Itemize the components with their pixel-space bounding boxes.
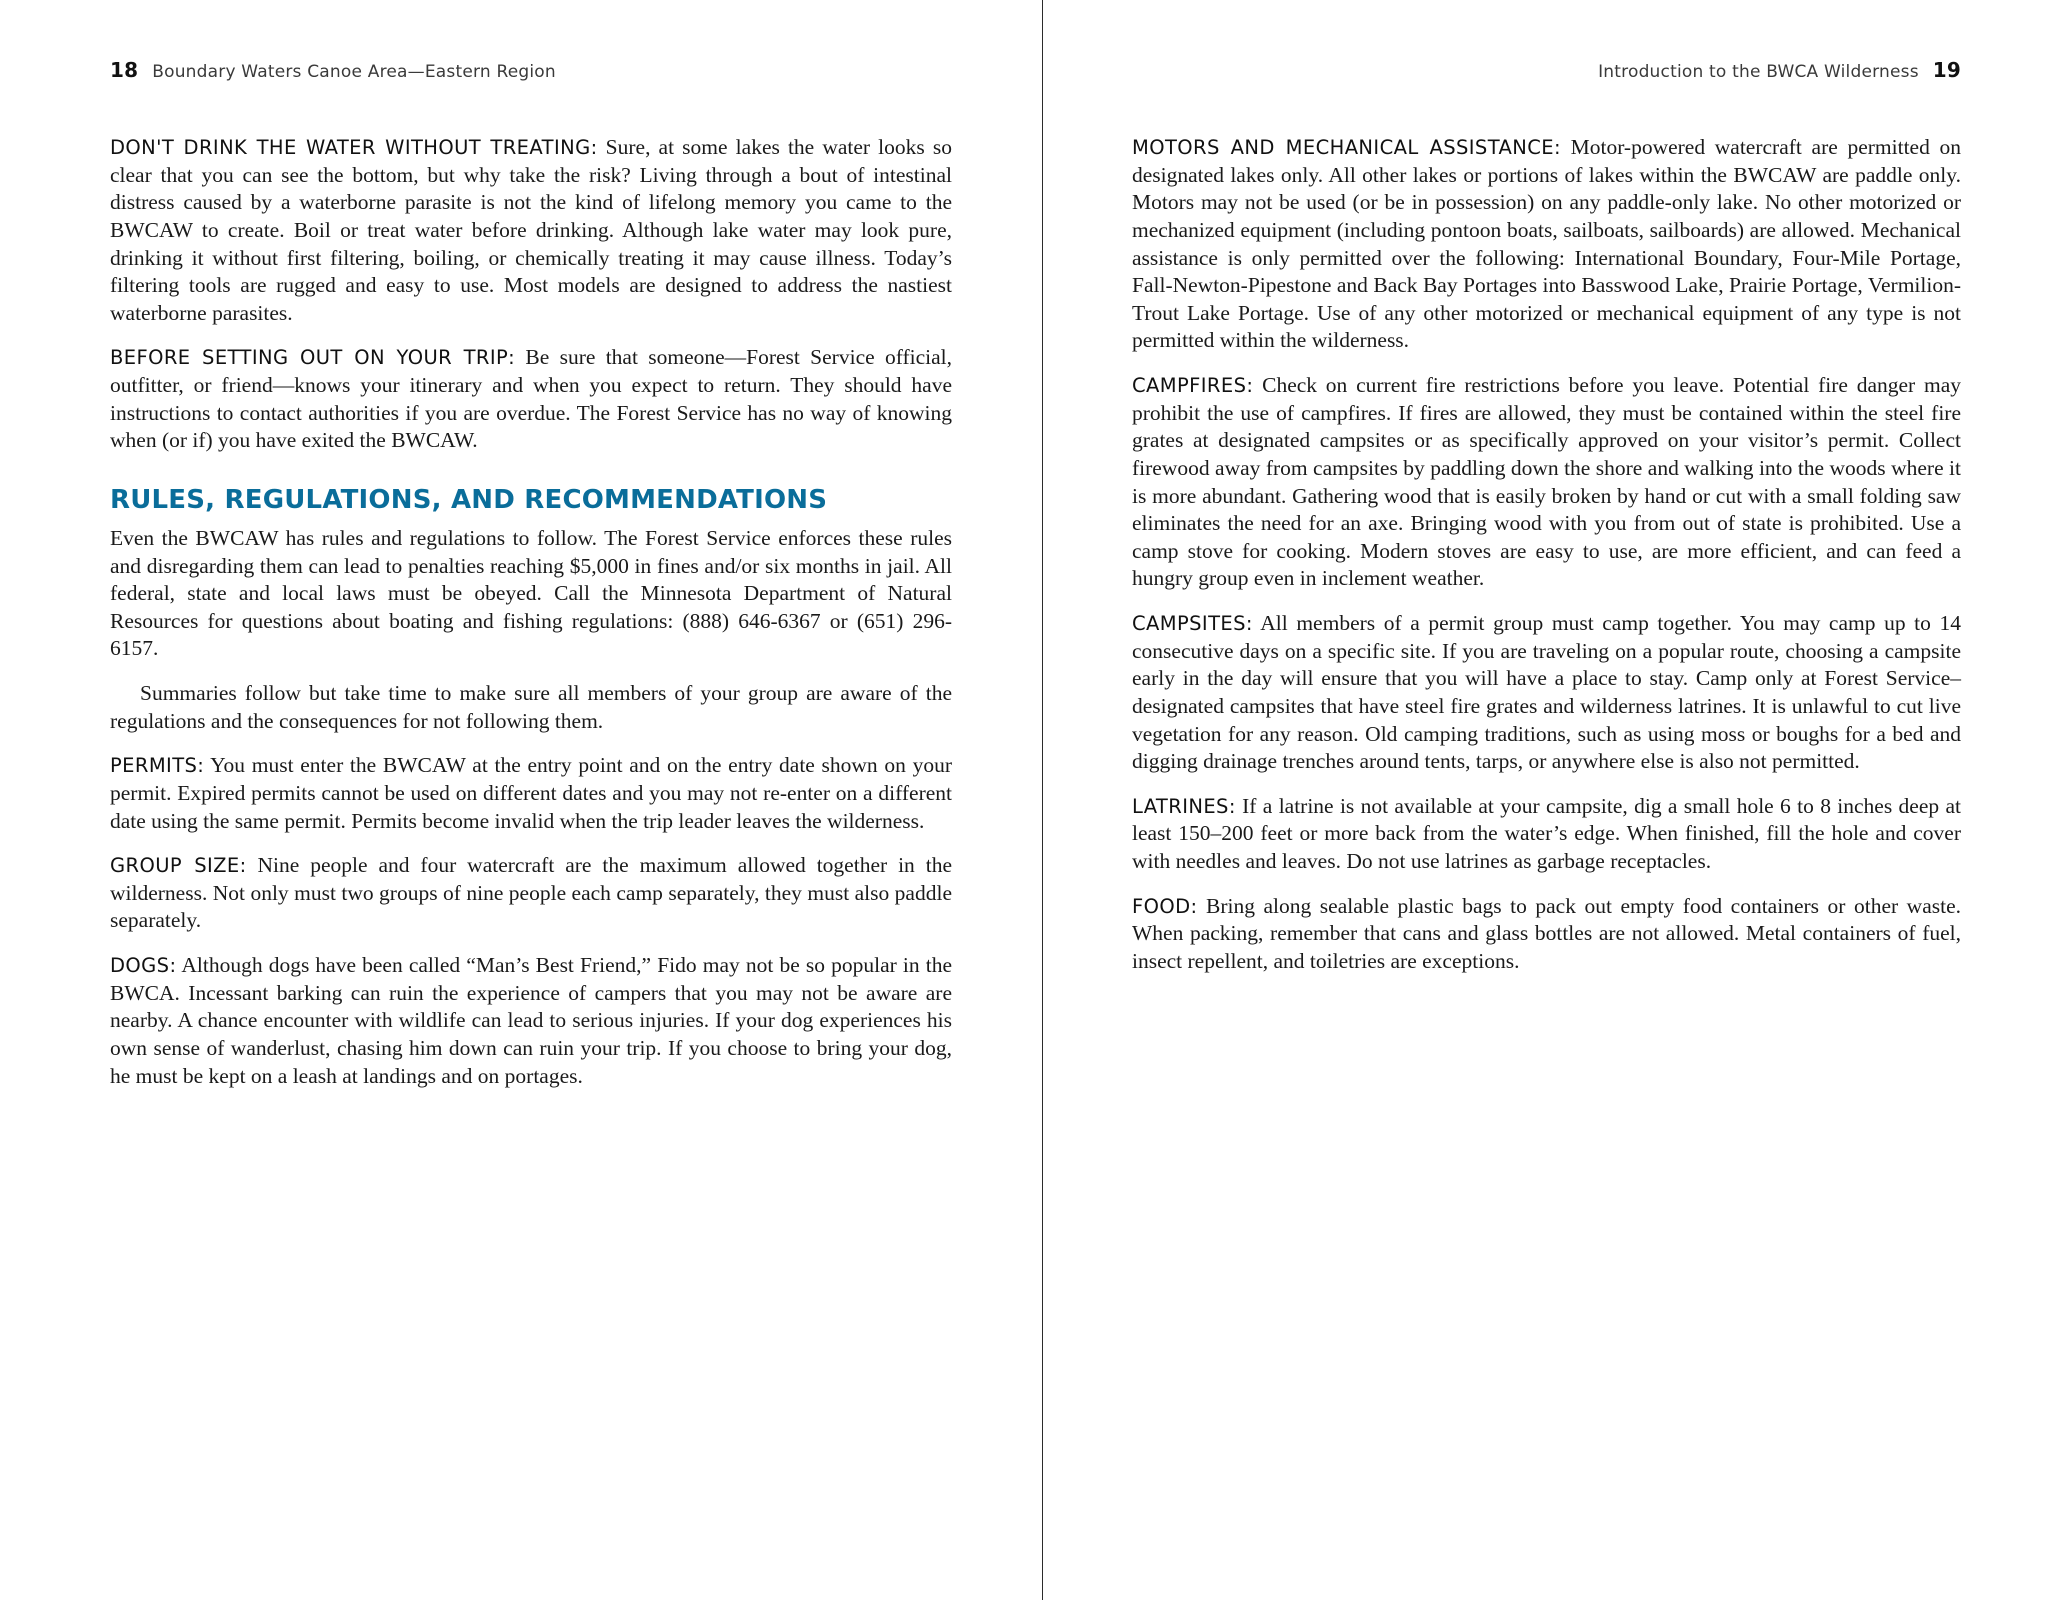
lead-in-campfires: CAMPFIRES: bbox=[1132, 374, 1254, 397]
lead-in-group-size: GROUP SIZE: bbox=[110, 854, 247, 878]
right-page bbox=[1042, 0, 2071, 1600]
paragraph-text: You must enter the BWCAW at the entry point and on the entry date shown on your permit. Expired permits cannot be used on different dates and you may not re-enter on a different date using the same permit. Permits become invalid when the trip leader leaves the wilderness. bbox=[110, 753, 952, 833]
lead-in-dont-drink: DON'T DRINK THE WATER WITHOUT TREATING: bbox=[110, 136, 598, 159]
right-page-number: 19 bbox=[1932, 58, 1961, 82]
paragraph-text: Motor-powered watercraft are permitted on designated lakes only. All other lakes or portions of lakes within the BWCAW are paddle only. Motors may not be used (or be in possession) on any paddle-only lake. No other motorized or mechanized equipment (including pontoon boats, sailboats, sailboards) are allowed. Mechanical assistance is only permitted over the following: International Boundary, Four-Mile Portage, Fall-Newton-Pipestone and Back Bay Portages into Basswood Lake, Prairie Portage, Vermilion-Trout Lake Portage. Use of any other motorized or mechanical equipment of any type is not permitted within the wilderness. bbox=[1132, 135, 1961, 353]
paragraph-summaries: Summaries follow but take time to make sure all members of your group are aware of the regulations and the consequences for not following them. bbox=[110, 681, 952, 733]
paragraph-group-size bbox=[110, 852, 952, 935]
paragraph-dont-drink-water bbox=[110, 134, 952, 327]
paragraph-text: Be sure that someone—Forest Service official, outfitter, or friend—knows your itinerary and when you expect to return. They should have instructions to contact authorities if you are overdue. The Forest Service has no way of knowing when (or if) you have exited the BWCAW. bbox=[110, 345, 953, 453]
paragraph-text: Nine people and four watercraft are the maximum allowed together in the wilderness. Not only must two groups of nine people each camp separately, they must also paddle separately. bbox=[110, 853, 952, 933]
paragraph-text: If a latrine is not available at your campsite, dig a small hole 6 to 8 inches deep at least 150–200 feet or more back from the water’s edge. When finished, fill the hole and cover with needles and leaves. Do not use latrines as garbage receptacles. bbox=[1132, 793, 1961, 873]
paragraph-text: Bring along sealable plastic bags to pack out empty food containers or other waste. When packing, remember that cans and glass bottles are not allowed. Metal containers of fuel, insect repellent, and toiletries are exceptions. bbox=[1132, 893, 1961, 973]
paragraph-latrines bbox=[1132, 793, 1961, 876]
lead-in-before-setting-out: BEFORE SETTING OUT ON YOUR TRIP: bbox=[110, 346, 516, 370]
paragraph-permits bbox=[110, 752, 952, 835]
lead-in-food: FOOD: bbox=[1132, 894, 1198, 918]
lead-in-campsites: CAMPSITES: bbox=[1132, 612, 1253, 635]
right-running-head bbox=[1132, 58, 1961, 82]
lead-in-dogs: DOGS: bbox=[110, 954, 177, 977]
paragraph-campsites bbox=[1132, 610, 1961, 776]
paragraph-text: All members of a permit group must camp together. You may camp up to 14 consecutive days on a specific site. If you are traveling on a popular route, choosing a campsite early in the day will ensure that you will have a place to stay. Camp only at Forest Service–designated campsites that have steel fire grates and wilderness latrines. It is unlawful to cut live vegetation for any reason. Old camping traditions, such as using moss or boughs for a bed and digging drainage trenches around tents, tarps, or anywhere else is also not permitted. bbox=[1132, 611, 1961, 774]
paragraph-rules-intro: Even the BWCAW has rules and regulations to follow. The Forest Service enforces these rules and disregarding them can lead to penalties reaching $5,000 in fines and/or six months in jail. All federal, state and local laws must be obeyed. Call the Minnesota Department of Natural Resources for questions about boating and fishing regulations: (888) 646-6367 or (651) 296-6157. bbox=[110, 525, 952, 661]
paragraph-campfires bbox=[1132, 372, 1961, 593]
paragraph-text: Although dogs have been called “Man’s Best Friend,” Fido may not be so popular in the BWCA. Incessant barking can ruin the experience of campers that you may not be aware are nearby. A chance encounter with wildlife can lead to serious injuries. If your dog experiences his own sense of wanderlust, chasing him down can ruin your trip. If you choose to bring your dog, he must be kept on a leash at landings and on portages. bbox=[110, 953, 952, 1088]
left-running-head bbox=[110, 58, 952, 82]
paragraph-motors bbox=[1132, 134, 1961, 355]
paragraph-text: Check on current fire restrictions before you leave. Potential fire danger may prohibit the use of campfires. If fires are allowed, they must be contained within the steel fire grates at designated campsites or as specifically approved on your visitor’s permit. Collect firewood away from campsites by paddling down the shore and walking into the woods where it is more abundant. Gathering wood that is easily broken by hand or cut with a small folding saw eliminates the need for an axe. Bringing wood with you from out of state is prohibited. Use a camp stove for cooking. Modern stoves are easy to use, are more efficient, and can feed a hungry group even in inclement weather. bbox=[1132, 373, 1961, 591]
section-heading-rules: RULES, REGULATIONS, AND RECOMMENDATIONS bbox=[110, 484, 828, 515]
lead-in-motors: MOTORS AND MECHANICAL ASSISTANCE: bbox=[1132, 136, 1561, 159]
paragraph-before-setting-out bbox=[110, 344, 952, 455]
left-running-title: Boundary Waters Canoe Area—Eastern Region bbox=[152, 62, 556, 82]
paragraph-dogs bbox=[110, 952, 952, 1090]
paragraph-food bbox=[1132, 893, 1961, 976]
lead-in-latrines: LATRINES: bbox=[1132, 794, 1236, 818]
right-running-title: Introduction to the BWCA Wilderness bbox=[1598, 62, 1919, 82]
paragraph-text: Sure, at some lakes the water looks so clear that you can see the bottom, but why take the risk? Living through a bout of intestinal distress caused by a waterborne parasite is not the kind of lifelong memory you came to the BWCAW to create. Boil or treat water before drinking. Although lake water may look pure, drinking it without first filtering, boiling, or chemically treating it may cause illness. Today’s filtering tools are rugged and easy to use. Most models are designed to address the nastiest waterborne parasites. bbox=[110, 135, 952, 325]
lead-in-permits: PERMITS: bbox=[110, 754, 205, 778]
left-page-number: 18 bbox=[110, 58, 139, 82]
